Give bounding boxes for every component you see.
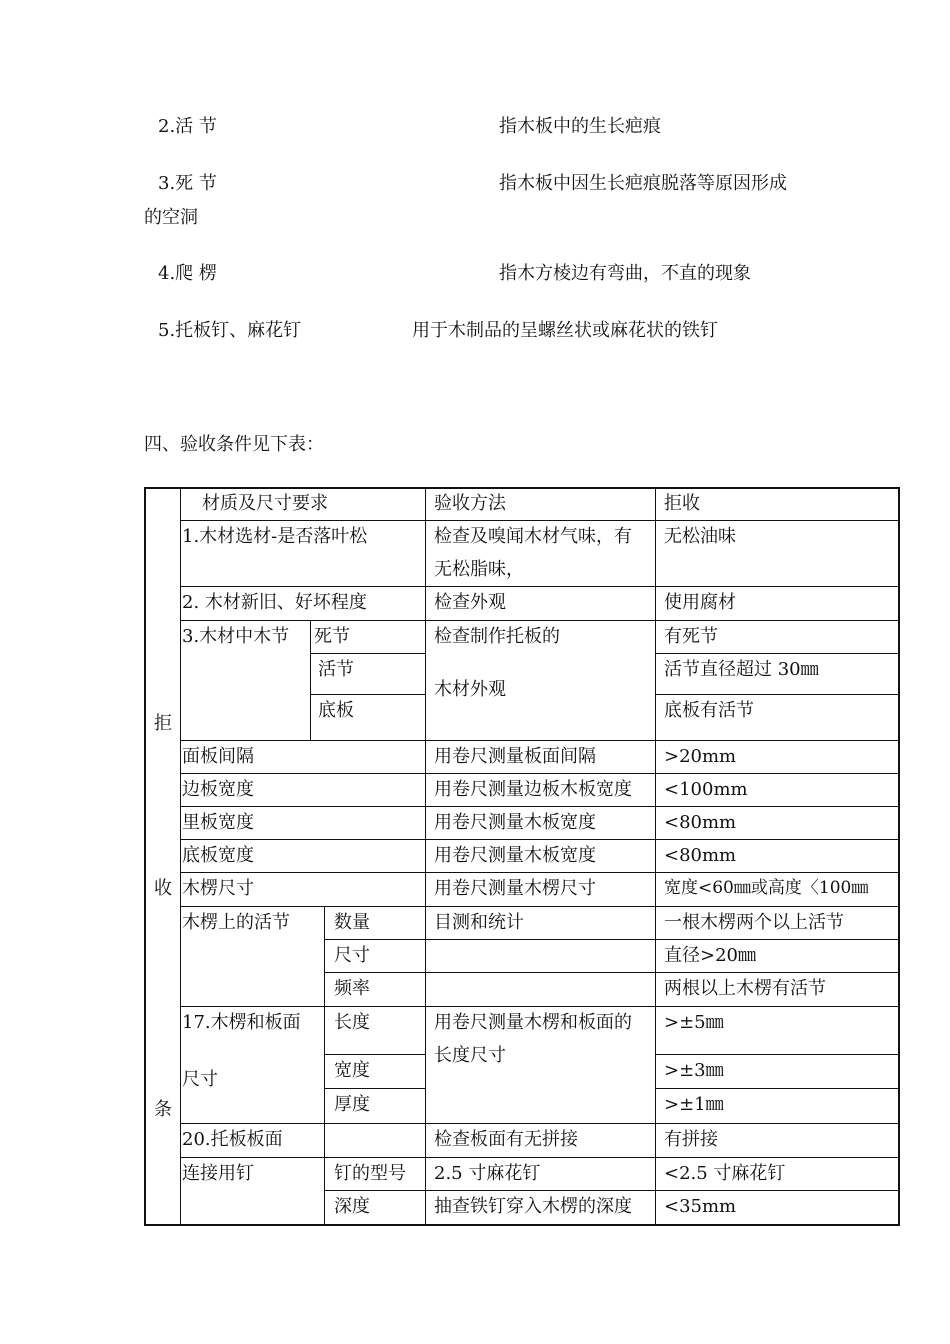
cell-method: 2.5 寸麻花钉: [434, 1163, 541, 1184]
cell-reject: 底板有活节: [664, 700, 754, 721]
cell-reject: >20mm: [664, 746, 737, 767]
grid-line: [180, 487, 181, 1226]
def-term-3: 3.死 节: [158, 173, 217, 194]
section-title: 四、验收条件见下表：: [144, 434, 324, 455]
grid-line: [655, 487, 656, 1226]
def-term-5: 5.托板钉、麻花钉: [158, 320, 302, 341]
def-desc-4: 指木方棱边有弯曲，不直的现象: [499, 263, 751, 284]
acceptance-table: [144, 487, 900, 1226]
cell-req: 1.木材选材-是否落叶松: [182, 526, 368, 547]
cell-reject: 无松油味: [664, 526, 736, 547]
cell-method: 目测和统计: [434, 912, 524, 933]
cell-sub: 底板: [318, 700, 354, 721]
def-term-4: 4.爬 楞: [158, 263, 217, 284]
cell-method: 检查板面有无拼接: [434, 1129, 578, 1150]
cell-reject: >±1㎜: [664, 1094, 724, 1115]
cell-reject: >±5㎜: [664, 1012, 724, 1033]
cell-reject: <2.5 寸麻花钉: [664, 1163, 786, 1184]
grid-line: [324, 939, 900, 940]
def-desc-2: 指木板中的生长疤痕: [499, 116, 661, 137]
cell-req: 17.木楞和板面: [182, 1012, 301, 1033]
cell-reject: >±3㎜: [664, 1060, 724, 1081]
cell-req: 尺寸: [182, 1069, 218, 1090]
cell-reject: 一根木楞两个以上活节: [664, 912, 844, 933]
def-desc-5: 用于木制品的呈螺丝状或麻花状的铁钉: [412, 320, 718, 341]
cell-req: 边板宽度: [182, 779, 254, 800]
cell-sub: 厚度: [334, 1094, 370, 1115]
cell-sub: 深度: [334, 1196, 370, 1217]
cell-reject: 有拼接: [664, 1129, 718, 1150]
cell-req: 3.木材中木节: [182, 626, 290, 647]
cell-sub: 数量: [334, 912, 370, 933]
cell-method: 用卷尺测量边板木板宽度: [434, 779, 632, 800]
cell-reject: 宽度<60㎜或高度〈100㎜: [664, 878, 869, 898]
side-label-char: 条: [154, 1099, 172, 1120]
cell-req: 面板间隔: [182, 746, 254, 767]
cell-sub: 死节: [314, 626, 350, 647]
cell-method: 检查及嗅闻木材气味，有无松脂味，: [434, 526, 632, 580]
header-req: 材质及尺寸要求: [202, 493, 328, 514]
cell-method: 用卷尺测量木楞和板面的长度尺寸: [434, 1012, 632, 1066]
cell-req: 木楞上的活节: [182, 912, 290, 933]
cell-sub: 钉的型号: [334, 1163, 406, 1184]
cell-method: 用卷尺测量木板宽度: [434, 812, 596, 833]
grid-line: [310, 620, 311, 740]
cell-method: 检查外观: [434, 592, 506, 613]
cell-method: 用卷尺测量木楞尺寸: [434, 878, 596, 899]
header-method: 验收方法: [434, 493, 506, 514]
cell-reject: <80mm: [664, 845, 737, 866]
grid-line: [324, 906, 325, 1226]
cell-sub: 长度: [334, 1012, 370, 1033]
cell-req: 20.托板板面: [182, 1129, 283, 1150]
cell-reject: 有死节: [664, 626, 718, 647]
cell-reject: 活节直径超过 30㎜: [664, 659, 819, 680]
cell-method: 木材外观: [434, 679, 506, 700]
cell-sub: 频率: [334, 978, 370, 999]
side-label-char: 收: [154, 878, 172, 899]
cell-reject: <35mm: [664, 1196, 737, 1217]
def-desc-3: 指木板中因生长疤痕脱落等原因形成: [499, 173, 787, 194]
def-term-2: 2.活 节: [158, 116, 217, 137]
cell-req: 里板宽度: [182, 812, 254, 833]
cell-method: 用卷尺测量板面间隔: [434, 746, 596, 767]
cell-sub: 尺寸: [334, 945, 370, 966]
cell-method: 检查制作托板的: [434, 626, 560, 647]
cell-reject: 直径>20㎜: [664, 945, 756, 966]
cell-req: 2. 木材新旧、好坏程度: [182, 592, 367, 613]
cell-reject: 两根以上木楞有活节: [664, 978, 826, 999]
side-label-char: 拒: [154, 713, 172, 734]
cell-req: 底板宽度: [182, 845, 254, 866]
cell-reject: 使用腐材: [664, 592, 736, 613]
cell-reject: <100mm: [664, 779, 748, 800]
cell-reject: <80mm: [664, 812, 737, 833]
grid-line: [425, 487, 426, 1226]
cell-sub: 宽度: [334, 1060, 370, 1081]
cell-sub: 活节: [318, 659, 354, 680]
header-reject: 拒收: [664, 493, 700, 514]
def-desc-3-cont: 的空洞: [144, 207, 198, 228]
cell-method: 抽查铁钉穿入木楞的深度: [434, 1196, 632, 1217]
cell-method: 用卷尺测量木板宽度: [434, 845, 596, 866]
cell-req: 连接用钉: [182, 1163, 254, 1184]
cell-req: 木楞尺寸: [182, 878, 254, 899]
